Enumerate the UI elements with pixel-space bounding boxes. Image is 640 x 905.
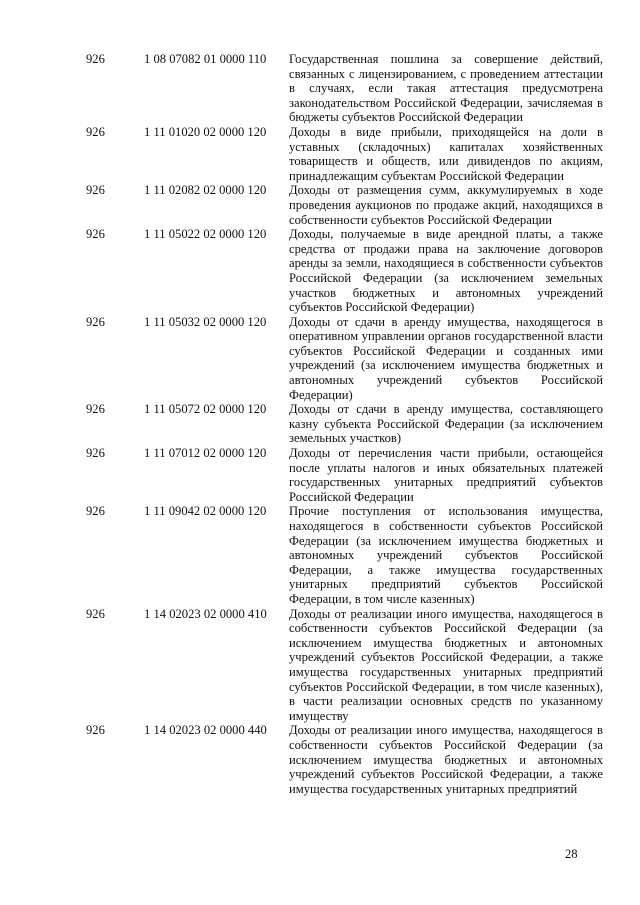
income-description: Доходы, получаемые в виде арендной платы, а также средства от продажи права на заключение договоров аренды за земли, находящиеся в собственности субъектов Российской Федерации (за исключением земельных участков бюджетных и автономных учреждений субъектов Российской Федерации)	[289, 227, 603, 315]
admin-code: 926	[86, 227, 105, 242]
income-description: Доходы от реализации иного имущества, находящегося в собственности субъектов Российской Федерации (за исключением имущества бюджетных и автономных учреждений субъектов Российской Федерации, а также имущества государственных унитарных предприятий	[289, 723, 603, 796]
table-row	[0, 504, 640, 606]
budget-classification-code: 1 11 02082 02 0000 120	[144, 183, 267, 198]
income-description: Прочие поступления от использования имущества, находящегося в собственности субъектов Российской Федерации (за исключением имущества бюджетных и автономных учреждений субъектов Российской Федерации, а также имущества государственных унитарных предприятий субъектов Российской Федерации, в том числе казенных)	[289, 504, 603, 606]
admin-code: 926	[86, 314, 105, 329]
budget-classification-code: 1 08 07082 01 0000 110	[144, 52, 267, 66]
income-description: Государственная пошлина за совершение действий, связанных с лицензированием, с проведением аттестации в случаях, если такая аттестация предусмотрена законодательством Российской Федерации, зачисляемая в бюджеты субъектов Российской Федерации	[289, 52, 603, 125]
table-row	[0, 315, 640, 403]
table-row	[0, 402, 640, 446]
income-description: Доходы в виде прибыли, приходящейся на доли в уставных (складочных) капиталах хозяйственных товариществ и обществ, или дивидендов по акциям, принадлежащим субъектам Российской Федерации	[289, 124, 603, 183]
admin-code: 926	[86, 124, 105, 139]
table-row	[0, 723, 640, 796]
table-row	[0, 125, 640, 183]
income-codes-table	[0, 52, 640, 796]
admin-code: 926	[86, 446, 105, 461]
income-description: Доходы от сдачи в аренду имущества, находящегося в оперативном управлении органов государственной власти субъектов Российской Федерации и созданных ими учреждений (за исключением имущества бюджетных и автономных учреждений субъектов Российской Федерации)	[289, 314, 603, 402]
admin-code: 926	[86, 504, 105, 519]
table-row	[0, 607, 640, 724]
income-description: Доходы от перечисления части прибыли, остающейся после уплаты налогов и иных обязательных платежей государственных унитарных предприятий субъектов Российской Федерации	[289, 446, 603, 504]
budget-classification-code: 1 11 05022 02 0000 120	[144, 227, 267, 242]
budget-classification-code: 1 11 09042 02 0000 120	[144, 504, 267, 519]
admin-code: 926	[86, 52, 105, 66]
admin-code: 926	[86, 402, 105, 417]
table-row	[0, 52, 640, 125]
income-description: Доходы от сдачи в аренду имущества, составляющего казну субъекта Российской Федерации (за исключением земельных участков)	[289, 402, 603, 446]
budget-classification-code: 1 14 02023 02 0000 440	[144, 723, 267, 738]
income-description: Доходы от реализации иного имущества, находящегося в собственности субъектов Российской Федерации (за исключением имущества бюджетных и автономных учреждений субъектов Российской Федерации, а также имущества государственных унитарных предприятий субъектов Российской Федерации, в том числе казенных), в части реализации основных средств по указанному имуществу	[289, 606, 603, 723]
budget-classification-code: 1 11 05032 02 0000 120	[144, 314, 267, 329]
table-row	[0, 446, 640, 504]
table-row	[0, 183, 640, 227]
income-description: Доходы от размещения сумм, аккумулируемых в ходе проведения аукционов по продаже акций, находящихся в собственности субъектов Российской Федерации	[289, 183, 603, 227]
admin-code: 926	[86, 606, 105, 621]
budget-classification-code: 1 11 05072 02 0000 120	[144, 402, 267, 417]
budget-classification-code: 1 11 01020 02 0000 120	[144, 124, 267, 139]
page-number: 28	[565, 847, 578, 861]
table-row	[0, 227, 640, 315]
admin-code: 926	[86, 183, 105, 198]
budget-classification-code: 1 11 07012 02 0000 120	[144, 446, 267, 461]
budget-classification-code: 1 14 02023 02 0000 410	[144, 606, 267, 621]
admin-code: 926	[86, 723, 105, 738]
